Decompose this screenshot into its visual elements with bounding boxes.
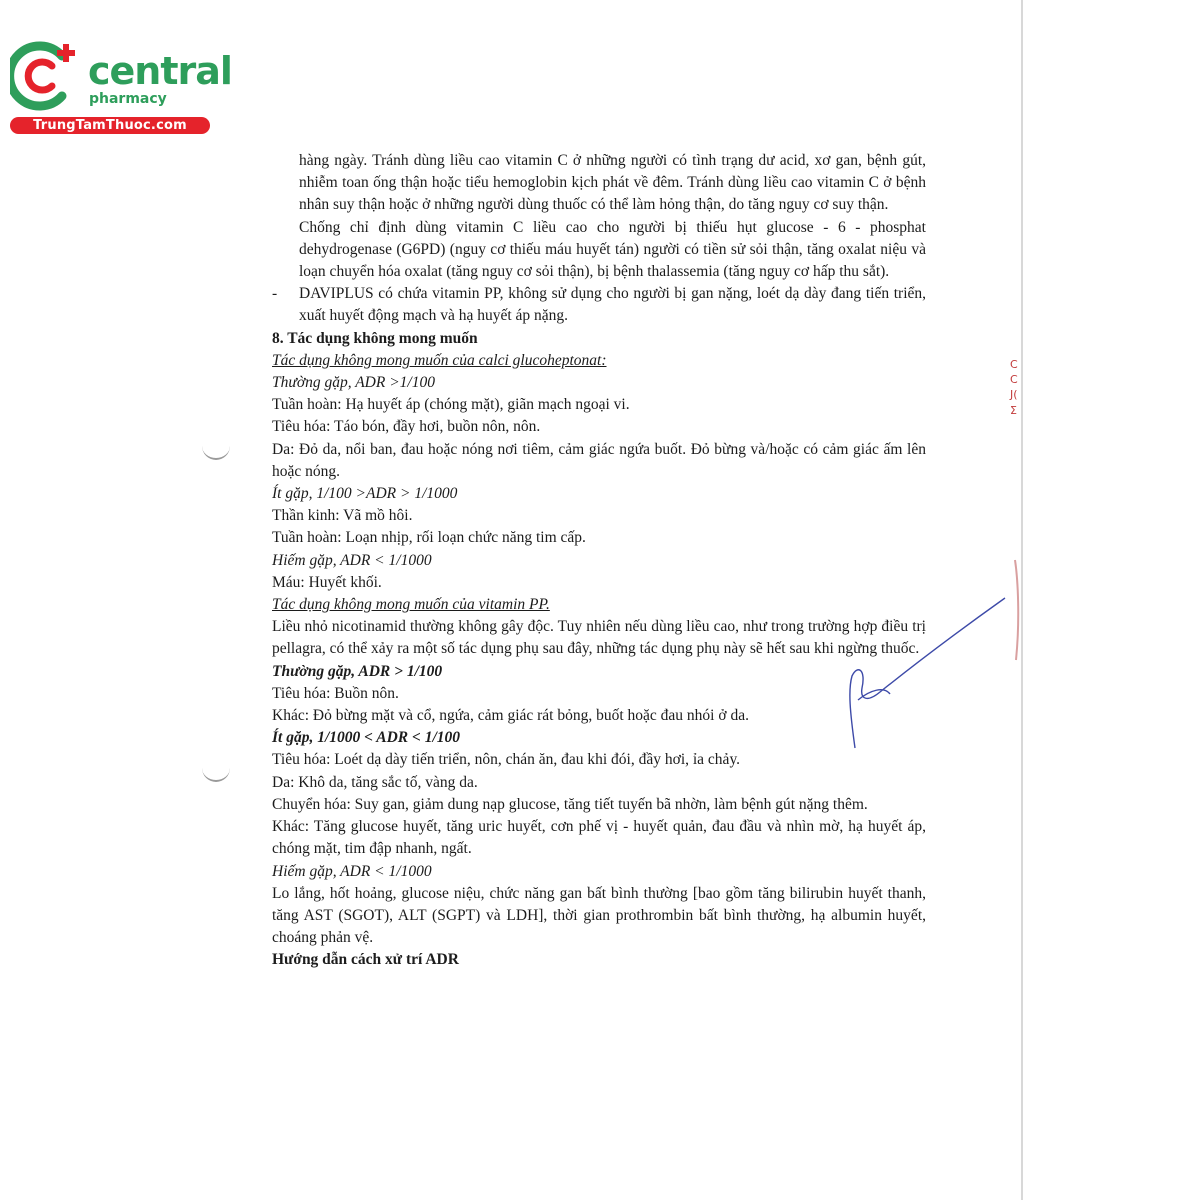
bullet-text: DAVIPLUS có chứa vitamin PP, không sử dụng cho người bị gan nặng, loét dạ dày đang tiến triển, xuất huyết động mạch và hạ huyết áp nặng. — [299, 285, 926, 325]
hole-punch-mark — [202, 766, 230, 782]
subheading-vitamin-pp: Tác dụng không mong muốn của vitamin PP. — [272, 596, 550, 614]
frequency-label: Thường gặp, ADR >1/100 — [272, 374, 435, 392]
frequency-label: Hiếm gặp, ADR < 1/1000 — [272, 551, 432, 569]
text-line: Lo lắng, hốt hoảng, glucose niệu, chức năng gan bất bình thường [bao gồm tăng bilirubin huyết thanh, tăng AST (SGOT), ALT (SGPT) và LDH], thời gian prothrombin bất bình thường, hạ albumin huyết, choáng phản vệ. — [272, 884, 926, 947]
text-line: Liều nhỏ nicotinamid thường không gây độc. Tuy nhiên nếu dùng liều cao, như trong trường hợp điều trị pellagra, có thể xảy ra một số tác dụng phụ sau đây, những tác dụng phụ này sẽ hết sau khi ngừng thuốc. — [272, 618, 926, 658]
text-line: Da: Đỏ da, nổi ban, đau hoặc nóng nơi tiêm, cảm giác ngứa buốt. Đỏ bừng và/hoặc có cảm giác ấm lên hoặc nóng. — [272, 440, 926, 480]
text-line: Tuần hoàn: Loạn nhịp, rối loạn chức năng tim cấp. — [272, 529, 586, 547]
hole-punch-mark — [202, 444, 230, 460]
text-line: Thần kinh: Vã mồ hôi. — [272, 507, 413, 525]
section-heading: 8. Tác dụng không mong muốn — [272, 329, 478, 347]
text-line: Tuần hoàn: Hạ huyết áp (chóng mặt), giãn mạch ngoại vi. — [272, 396, 630, 414]
text-line: Da: Khô da, tăng sắc tố, vàng da. — [272, 773, 478, 791]
bullet-dash: - — [272, 285, 278, 303]
text-line: Khác: Tăng glucose huyết, tăng uric huyết, cơn phế vị - huyết quản, đau đầu và nhìn mờ, hạ huyết áp, chóng mặt, tim đập nhanh, ngất. — [272, 818, 926, 858]
paragraph-vitamin-c-caution: hàng ngày. Tránh dùng liều cao vitamin C ở những người có tình trạng dư acid, xơ gan, bệnh gút, nhiễm toan ống thận hoặc tiểu hemoglobin kịch phát về đêm. Tránh dùng liều cao vitamin C ở bệnh nhân suy thận hoặc ở những người dùng thuốc có thể làm hỏng thận, do tăng nguy cơ suy thận. — [299, 152, 926, 214]
bullet-daviplus — [272, 283, 926, 327]
logo-sub: pharmacy — [89, 91, 167, 107]
logo-site-bar[interactable]: TrungTamThuoc.com — [10, 117, 210, 134]
stamp-fragment: C — [1010, 358, 1018, 371]
frequency-label: Ít gặp, 1/100 >ADR > 1/1000 — [272, 485, 458, 503]
logo-name: central — [88, 49, 232, 93]
text-line: Khác: Đỏ bừng mặt và cổ, ngứa, cảm giác rát bỏng, buốt hoặc đau nhói ở da. — [272, 707, 749, 725]
text-line: Máu: Huyết khối. — [272, 573, 382, 591]
subheading-calci: Tác dụng không mong muốn của calci glucoheptonat: — [272, 351, 607, 369]
frequency-label: Thường gặp, ADR > 1/100 — [272, 662, 443, 680]
paragraph-contraindication: Chống chỉ định dùng vitamin C liều cao cho người bị thiếu hụt glucose - 6 - phosphat dehydrogenase (G6PD) (nguy cơ thiếu máu huyết tán) người có tiền sử sỏi thận, tăng oxalat niệu và loạn chuyển hóa oxalat (tăng nguy cơ sỏi thận), bị bệnh thalassemia (tăng nguy cơ hấp thu sắt). — [299, 218, 926, 281]
frequency-label: Hiếm gặp, ADR < 1/1000 — [272, 862, 432, 880]
text-line: Tiêu hóa: Loét dạ dày tiến triển, nôn, chán ăn, đau khi đói, đầy hơi, ỉa chảy. — [272, 751, 741, 769]
document-body — [272, 150, 926, 972]
text-line: Chuyển hóa: Suy gan, giảm dung nạp glucose, tăng tiết tuyến bã nhờn, làm bệnh gút nặng thêm. — [272, 795, 868, 813]
stamp-fragment: C — [1010, 373, 1018, 386]
text-line: Tiêu hóa: Buồn nôn. — [272, 684, 399, 702]
adr-handling-heading: Hướng dẫn cách xử trí ADR — [272, 951, 459, 969]
text-line: Tiêu hóa: Táo bón, đầy hơi, buồn nôn, nôn. — [272, 418, 541, 436]
page-edge — [1021, 0, 1023, 1200]
stamp-fragment: J( — [1010, 388, 1018, 401]
frequency-label: Ít gặp, 1/1000 < ADR < 1/100 — [272, 729, 461, 747]
stamp-fragment: Σ — [1010, 404, 1017, 417]
logo-c-cross-icon — [10, 38, 90, 113]
